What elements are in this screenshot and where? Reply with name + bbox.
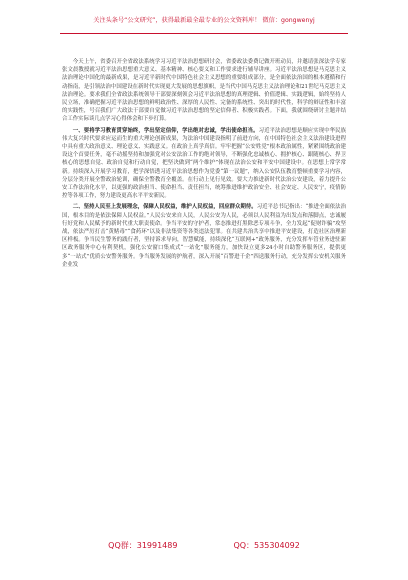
footer-qq-group: QQ群：31991489: [108, 541, 178, 550]
section-1-title: 一、要将学习教育贯穿始终，学出坚定信仰，学出绝对忠诚，学出使命担当。: [72, 127, 259, 134]
section-1: [62, 127, 346, 201]
footer-qq: QQ：535304092: [233, 541, 300, 550]
footer-contact: [0, 540, 408, 552]
section-2: [62, 203, 346, 269]
section-1-text: 习近平法治思想是顺应实现中华民族伟大复兴时代要求应运而生的重大理论创新成果，为法治中国建设指明了前进方向，在中国特色社会主义法治建设进程中具有重大政治意义、理论意义、实践意义。在政治上真学真信。牢牢把握“公安姓党”根本政治属性，紧紧围绕政治建设这个首要任务，毫不动摇坚持和加强党对公安法治工作的绝对领导，不断强化忠诚核心、拥护核心、跟随核心、捍卫核心的思想自觉、政治自觉和行动自觉，把坚决做到“两个维护”体现在法治公安和平安中国建设中。在思想上常学常新。持续深入开展学习教育，把学深悟透习近平法治思想作为党委“第一议题”，纳入公安队伍教育整顿重要学习内容，分层分类开展全警政治轮训，确保全警教育全覆盖。在行动上见行见效。要大力推进新时代法治公安建设，着力提升公安工作法治化水平，以更强的政治担当、使命担当、责任担当，统筹推进维护政治安全、社会安定、人民安宁，疫情防控等各项工作，努力建设更高水平平安新民。: [62, 127, 346, 200]
section-2-text: 习近平总书记指出：“推进全面依法治国，根本目的是依法保障人民权益。”人民公安来自人民，人民公安为人民，必须以人民利益为出发点和落脚点，忠诚履行好党和人民赋予的新时代重大职责使命。争当平安的守护者，常态推进打黑除恶专项斗争，全力发起“促财诈骗”攻坚战，依法严厉打击“黄赌毒”“食药环”以及非法集资等各类违法犯罪。在共建共治共享中推进平安建设，打造社区治理新区样板。争当民生警务的践行者，坚持诉求导向，智慧赋能，持续深化“互联网+”政务服务，充分发挥车管业务进驻新区政务服务中心有利契机，强化公安窗口集成式“一站化”服务能力，加快设立更多24小时自助警务服务区，提供更多“一站式”优质公安警务服务。争当服务发展的护航者，深入开展“百警进千企”四送服务行动，充分发挥公安机关服务企业发: [62, 204, 346, 268]
header-divider: [60, 33, 348, 34]
intro-paragraph: 今天上午，省委召开全省政法系统学习习近平法治思想研讨会，省委政法委费记做开班动员，并邀请张深法学专家张文晨教授就习近平法治思想重大意义、基本精神、核心要义和工作要求进行辅导讲座。习近平法治思想是马克思主义法治理论中国化的最新成果，是习近平新时代中国特色社会主义思想的重要组成部分，是全面依法治国的根本遵循和行动指南，是引领法治中国建设在新时代实现更大发展的思想旗帜，是当代中国马克思主义法治理论和21世纪马克思主义法治理论。要求我们全省政法系统领导干部要深刻领会习近平法治思想的真理逻辑、价值逻辑、实践逻辑，始终坚持人民立场，准确把握习近平法治思想的鲜明政治性、深厚的人民性、完备的系统性、突出的时代性，科学的辩证性和丰富的实践性，号召我们广大政法干部要自觉做习近平法治思想的坚定信仰者、积极实践者。下面，我就围绕研讨主题并结合工作实际谈几点学习心得体会和下步打算。: [62, 59, 346, 123]
header-banner: 关注头条号“公文研究”，获得最新最全最专业的公文资料库！ 微信：gongwenyj: [93, 17, 315, 24]
document-body: [62, 58, 346, 532]
section-2-title: 二、坚持人民至上发展理念，保障人民权益，维护人民权益，回应群众期待。: [72, 204, 257, 211]
